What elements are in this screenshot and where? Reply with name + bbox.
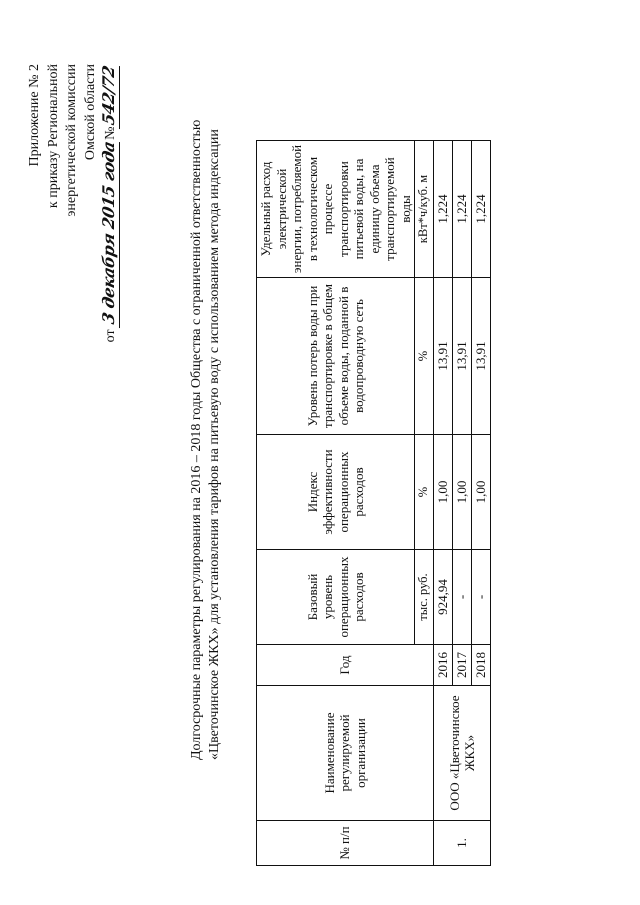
cell-year: 2018 (472, 645, 491, 686)
date-prefix: от (103, 329, 118, 343)
cell-base: - (453, 550, 472, 645)
cell-year: 2017 (453, 645, 472, 686)
appendix-block (26, 64, 121, 342)
number-prefix: № (103, 126, 118, 140)
appendix-date-line (100, 64, 121, 342)
heading-line-2: «Цветочинское ЖКХ» для установления тарифов на питьевую воду с использованием метода индексации (207, 129, 222, 760)
header-num: № п/п (257, 821, 434, 866)
cell-loss: 13,91 (472, 278, 491, 435)
unit-base: тыс. руб. (415, 550, 434, 645)
header-index: Индекс эффективности операционных расходов (257, 435, 415, 550)
handwritten-date: 3 декабря 2015 года (100, 138, 120, 328)
header-name: Наименование регулируемой организации (257, 686, 434, 821)
cell-index: 1,00 (434, 435, 453, 550)
heading-line-1: Долгосрочные параметры регулирования на 2016 – 2018 годы Общества с ограниченной ответственностью (189, 119, 204, 760)
table-header-row (257, 141, 415, 866)
unit-elec: кВт*ч/куб. м (415, 141, 434, 278)
cell-base: - (472, 550, 491, 645)
org-name: ООО «Цветочинское ЖКХ» (434, 686, 491, 821)
table-row (434, 141, 453, 866)
cell-elec: 1,224 (453, 141, 472, 278)
appendix-line-3: энергетической комиссии (64, 64, 79, 217)
appendix-line-2: к приказу Региональной (45, 64, 61, 209)
appendix-line-1: Приложение № 2 (27, 64, 42, 167)
header-base: Базовый уровень операционных расходов (257, 550, 415, 645)
document-sheet (0, 12, 640, 892)
cell-loss: 13,91 (453, 278, 472, 435)
cell-elec: 1,224 (434, 141, 453, 278)
cell-base: 924,94 (434, 550, 453, 645)
cell-elec: 1,224 (472, 141, 491, 278)
appendix-line-4: Омской области (82, 64, 98, 161)
header-year: Год (257, 645, 434, 686)
cell-index: 1,00 (472, 435, 491, 550)
unit-loss: % (415, 278, 434, 435)
cell-loss: 13,91 (434, 278, 453, 435)
unit-index: % (415, 435, 434, 550)
cell-index: 1,00 (453, 435, 472, 550)
header-loss: Уровень потерь воды при транспортировке в общем объеме воды, поданной в водопроводную сеть (257, 278, 415, 435)
org-num: 1. (434, 821, 491, 866)
cell-year: 2016 (434, 645, 453, 686)
header-elec: Удельный расход электрической энергии, потребляемой в технологическом процессе транспортировки питьевой воды, на единицу объема транспортируемой воды (257, 141, 415, 278)
document-heading (188, 80, 224, 760)
handwritten-number: 542/72 (100, 62, 120, 129)
parameters-table (256, 140, 491, 866)
